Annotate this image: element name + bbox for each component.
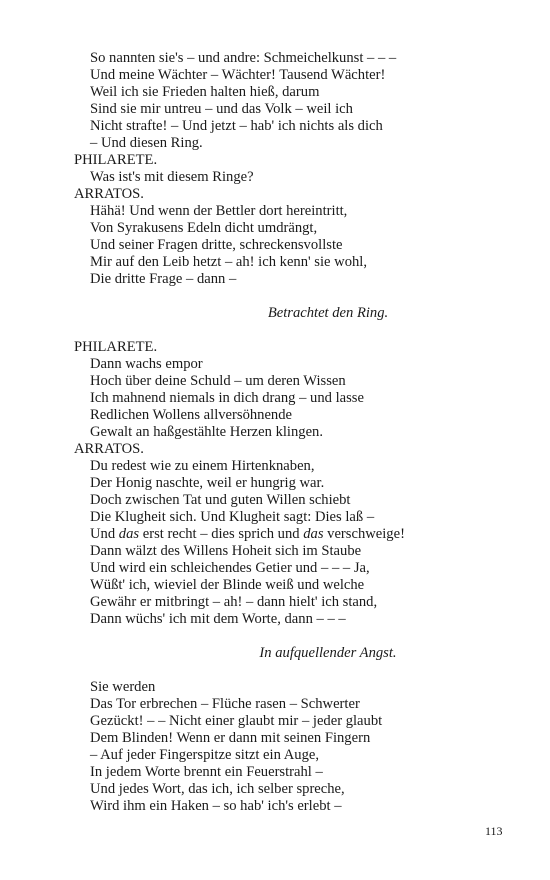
verse-line: Die Klugheit sich. Und Klugheit sagt: Dies laß –: [90, 509, 375, 525]
speaker-name: PHILARETE.: [74, 339, 158, 355]
verse-line: Mir auf den Leib hetzt – ah! ich kenn' sie wohl,: [90, 254, 367, 270]
verse-line: – Auf jeder Fingerspitze sitzt ein Auge,: [90, 747, 319, 763]
verse-line: Das Tor erbrechen – Flüche rasen – Schwerter: [90, 696, 360, 712]
verse-line: Wüßt' ich, wieviel der Blinde weiß und welche: [90, 577, 365, 593]
verse-line: Dann wälzt des Willens Hoheit sich im Staube: [90, 543, 362, 559]
drama-text: [74, 50, 524, 815]
verse-line: Dann wüchs' ich mit dem Worte, dann – – –: [90, 611, 346, 627]
verse-line: In jedem Worte brennt ein Feuerstrahl –: [90, 764, 323, 780]
verse-line: Du redest wie zu einem Hirtenknaben,: [90, 458, 315, 474]
verse-line: Ich mahnend niemals in dich drang – und lasse: [90, 390, 364, 406]
verse-fragment: Und: [90, 526, 119, 542]
verse-line: Sie werden: [90, 679, 156, 695]
verse-line: So nannten sie's – und andre: Schmeichelkunst – – –: [90, 50, 397, 66]
verse-line: Wird ihm ein Haken – so hab' ich's erlebt –: [90, 798, 342, 814]
verse-line: Und jedes Wort, das ich, ich selber spreche,: [90, 781, 345, 797]
page-number: 113: [485, 824, 503, 838]
speaker-name: ARRATOS.: [74, 441, 144, 457]
emphasized-word: das: [303, 526, 324, 542]
speaker-name: ARRATOS.: [74, 186, 144, 202]
verse-line: Gewähr er mitbringt – ah! – dann hielt' ich stand,: [90, 594, 378, 610]
verse-line: – Und diesen Ring.: [90, 135, 203, 151]
verse-line: Gezückt! – – Nicht einer glaubt mir – jeder glaubt: [90, 713, 383, 729]
verse-line: Von Syrakusens Edeln dicht umdrängt,: [90, 220, 318, 236]
emphasized-word: das: [118, 526, 140, 542]
verse-line: Der Honig naschte, weil er hungrig war.: [90, 475, 325, 491]
verse-fragment: erst recht – dies sprich und: [139, 526, 304, 542]
verse-line: Und wird ein schleichendes Getier und – – – Ja,: [90, 560, 370, 576]
verse-line: Hähä! Und wenn der Bettler dort hereintritt,: [90, 203, 348, 219]
blank-line: [74, 662, 524, 679]
verse-line: Nicht strafte! – Und jetzt – hab' ich nichts als dich: [90, 118, 383, 134]
verse-fragment: verschweige!: [323, 526, 405, 542]
stage-direction: Betrachtet den Ring.: [267, 305, 389, 321]
verse-line: Sind sie mir untreu – und das Volk – weil ich: [90, 101, 353, 117]
verse-line: Hoch über deine Schuld – um deren Wissen: [90, 373, 346, 389]
blank-line: [74, 322, 524, 339]
verse-line: Die dritte Frage – dann –: [90, 271, 237, 287]
verse-line: Gewalt an haßgestählte Herzen klingen.: [90, 424, 324, 440]
speaker-name: PHILARETE.: [74, 152, 158, 168]
verse-line: Dann wachs empor: [90, 356, 203, 372]
verse-line: Redlichen Wollens allversöhnende: [90, 407, 293, 423]
verse-line: Was ist's mit diesem Ringe?: [90, 169, 254, 185]
verse-line: Und meine Wächter – Wächter! Tausend Wächter!: [90, 67, 386, 83]
blank-line: [74, 288, 524, 305]
stage-direction: In aufquellender Angst.: [259, 645, 397, 661]
verse-line: Und seiner Fragen dritte, schreckensvollste: [90, 237, 343, 253]
blank-line: [74, 628, 524, 645]
verse-line: Doch zwischen Tat und guten Willen schiebt: [90, 492, 351, 508]
verse-line: Dem Blinden! Wenn er dann mit seinen Fingern: [90, 730, 371, 746]
verse-line: [74, 526, 524, 543]
verse-line: Weil ich sie Frieden halten hieß, darum: [90, 84, 320, 100]
